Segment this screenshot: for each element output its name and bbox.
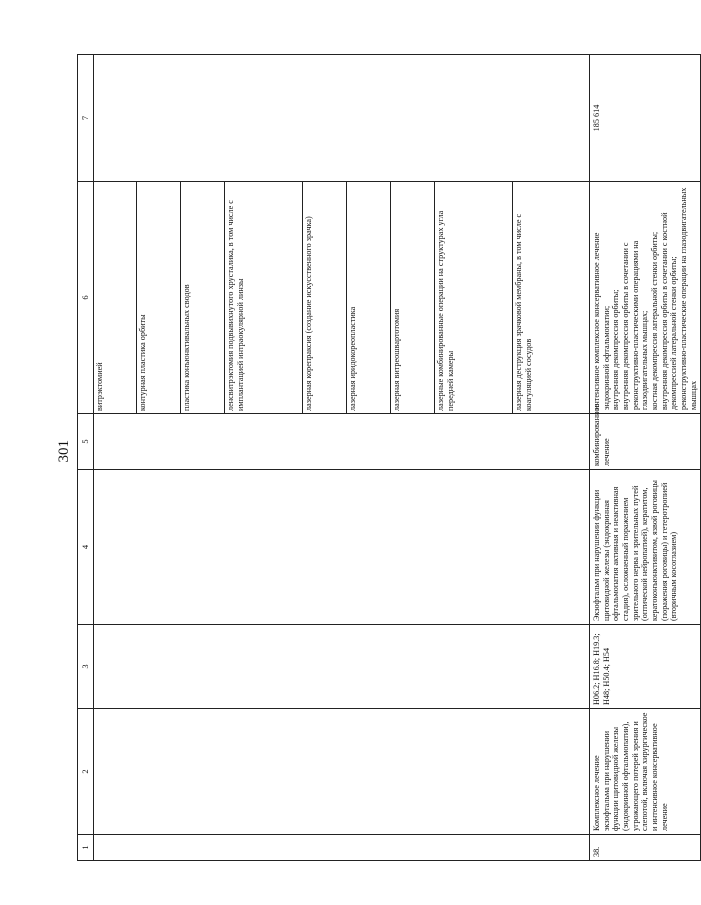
treatment-type-cell: комбинированное лечение [590, 414, 701, 470]
icd-codes-cell: H06.2; H16.8; H19.3; H48; H50.4; H54 [590, 625, 701, 709]
header-col-7: 7 [78, 55, 94, 182]
header-row [78, 55, 94, 861]
prev-method-item: лазерная деструкция зрачковой мембраны, в том числе с коагуляцией сосудов [514, 213, 533, 411]
prev-method-item: ленсвитрэктомия подвывихнутого хрусталика, в том числе с имплантацией интраокулярной линзы [225, 182, 303, 413]
cont-methods-cell [94, 182, 590, 414]
prev-method-item: лазерная иридокореопластика [347, 182, 391, 413]
header-col-4: 4 [78, 470, 94, 625]
header-col-1: 1 [78, 835, 94, 861]
table-row [590, 55, 701, 861]
method-item: внутренняя декомпрессия орбиты в сочетании с реконструктивно-пластическими операциями на глазодвигательных мышцах; [621, 240, 650, 410]
patient-model-cell: Экзофтальм при нарушении функции щитовидной железы (эндокринная офтальмопатия активная и неактивная стадия), осложненный поражением зрительного нерва и зрительных путей (оптической нейропатией), кератитом, кератоконъюнктивитом, язвой роговицы (поражения роговицы) и гетеротропией (вторичным косоглазием) [590, 470, 701, 625]
page-number: 301 [56, 440, 72, 463]
cont-cell-5 [94, 414, 590, 470]
method-item: интенсивное комплексное консервативное лечение эндокринной офтальмопатии; [592, 232, 611, 410]
method-item: внутренняя декомпрессия орбиты в сочетании с костной декомпрессией латеральной стенки орбиты; [659, 212, 679, 410]
prev-method-item: лазерная корепраксия (создание искусственного зрачка) [303, 182, 347, 413]
cont-cell-1 [94, 835, 590, 861]
medical-care-table [77, 54, 701, 861]
method-item: костная декомпрессия латеральной стенки орбиты; [650, 231, 660, 410]
header-col-6: 6 [78, 182, 94, 414]
row-number: 38. [590, 835, 701, 861]
cont-cell-3 [94, 625, 590, 709]
medical-care-table-wrapper [77, 55, 698, 861]
prev-method-item: лазерные комбинированные операции на структурах угла передней камеры [435, 182, 513, 413]
header-col-3: 3 [78, 625, 94, 709]
methods-cell [590, 182, 701, 414]
header-col-5: 5 [78, 414, 94, 470]
header-col-2: 2 [78, 709, 94, 835]
prev-method-item: витрэктомией [94, 182, 136, 413]
prev-methods-list [94, 182, 589, 413]
prev-method-item: пластика конъюнктивальных сводов [181, 182, 225, 413]
continuation-row [94, 55, 590, 861]
method-item: реконструктивно-пластические операции на глазодвигательных мышцах [679, 187, 698, 410]
cost-cell: 185 614 [590, 55, 701, 182]
prev-method-item: лазерная витреошвартотомия [391, 182, 435, 413]
care-name-cell: Комплексное лечение экзофтальма при нарушении функции щитовидной железы (эндокринной офтальмопатии), угрожающего потерей зрения и слепотой, включая хирургическое и интенсивное консервативное лечение [590, 709, 701, 835]
method-item: внутренняя декомпрессия орбиты; [611, 289, 621, 410]
prev-method-item: контурная пластика орбиты [136, 182, 180, 413]
cont-cell-2 [94, 709, 590, 835]
cont-cell-7 [94, 55, 590, 182]
cont-cell-4 [94, 470, 590, 625]
